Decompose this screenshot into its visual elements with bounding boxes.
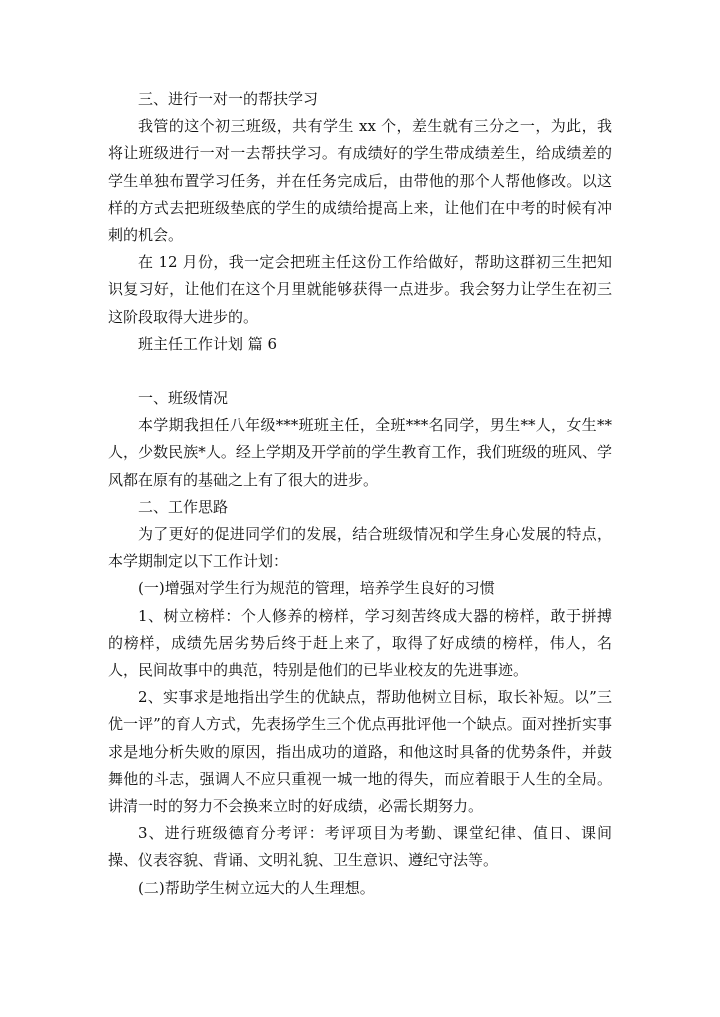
paragraph: 本学期我担任八年级***班班主任，全班***名同学，男生**人，女生**人，少数民族*人。经上学期及开学前的学生教育工作，我们班级的班风、学风都在原有的基础之上有了很大的进步。 [108,416,612,489]
paragraph: 为了更好的促进同学们的发展，结合班级情况和学生身心发展的特点，本学期制定以下工作计划： [108,525,612,571]
document-body [108,86,612,902]
subsection-heading: (一)增强对学生行为规范的管理，培养学生良好的习惯 [138,579,495,598]
subsection-heading: (二)帮助学生树立远大的人生理想。 [138,878,375,897]
section-heading: 三、进行一对一的帮扶学习 [138,90,319,108]
section-heading: 一、班级情况 [138,389,229,408]
paragraph: 在 12 月份，我一定会把班主任这份工作给做好，帮助这群初三生把知识复习好，让他们在这个月里就能够获得一点进步。我会努力让学生在初三这阶段取得大进步的。 [108,253,612,326]
list-item: 1、树立榜样：个人修养的榜样，学习刻苦终成大器的榜样，敢于拼搏的榜样，成绩先居劣势后终于赶上来了，取得了好成绩的榜样，伟人，名人，民间故事中的典范，特别是他们的已毕业校友的先进事迹。 [108,606,612,680]
paragraph: 我管的这个初三班级，共有学生 xx 个，差生就有三分之一，为此，我将让班级进行一对一去帮扶学习。有成绩好的学生带成绩差生，给成绩差的学生单独布置学习任务，并在任务完成后，由带他的那个人帮他修改。以这样的方式去把班级垫底的学生的成绩给提高上来，让他们在中考的时候有冲刺的机会。 [108,117,612,245]
list-item: 3、进行班级德育分考评：考评项目为考勤、课堂纪律、值日、课间操、仪表容貌、背诵、文明礼貌、卫生意识、遵纪守法等。 [108,824,612,870]
list-item: 2、实事求是地指出学生的优缺点，帮助他树立目标，取长补短。以”三优一评”的育人方式，先表扬学生三个优点再批评他一个缺点。面对挫折实事求是地分析失败的原因，指出成功的道路，和他这时具备的优势条件，并鼓舞他的斗志，强调人不应只重视一城一地的得失，而应着眼于人生的全局。讲清一时的努力不会换来立时的好成绩，必需长期努力。 [108,688,612,816]
plan-title: 班主任工作计划 篇 6 [138,334,278,353]
blank-line [108,358,612,385]
section-heading: 二、工作思路 [138,497,229,516]
